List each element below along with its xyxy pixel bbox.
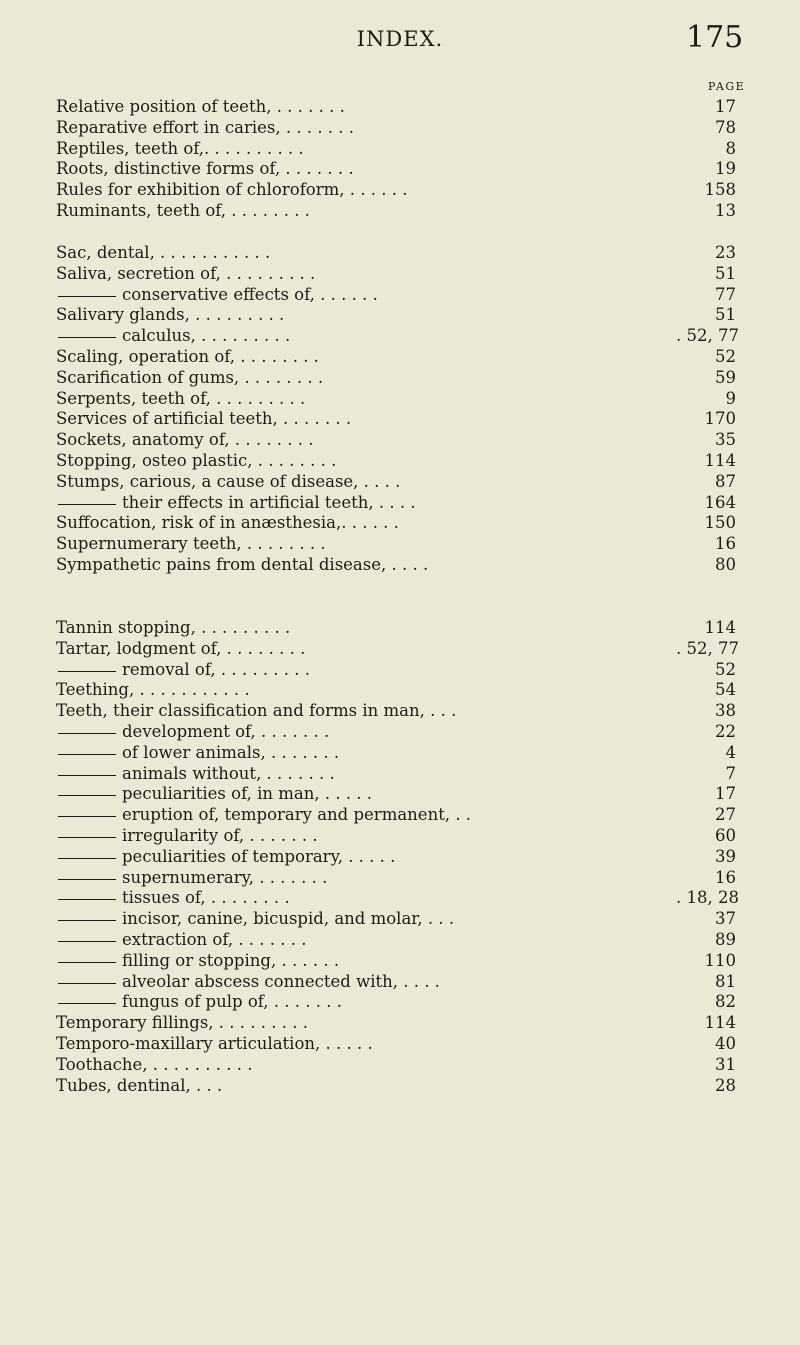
index-subentry (56, 951, 736, 972)
index-entry (56, 201, 736, 222)
entry-page-number: 114 (704, 450, 736, 470)
entry-page-number: 35 (715, 430, 736, 450)
entry-page-number: . 52, 77 (676, 638, 739, 658)
entry-page-number: 89 (715, 929, 736, 949)
entry-page-number: 114 (704, 1013, 736, 1033)
index-entry (56, 1013, 736, 1034)
entry-page-number: 170 (704, 409, 736, 429)
entry-page-number: 13 (715, 200, 736, 220)
entry-page-number: 54 (715, 680, 736, 700)
entry-page-number: 22 (715, 721, 736, 741)
entry-page-number: 37 (715, 909, 736, 929)
entry-term: filling or stopping, . . . . . . (122, 950, 340, 970)
entry-term: Suffocation, risk of in anæsthesia,. . . . . . (56, 513, 399, 533)
index-subentry (56, 326, 739, 347)
index-entry (56, 409, 736, 430)
index-subentry (56, 992, 736, 1013)
entry-page-number: 81 (715, 971, 736, 991)
index-entry (56, 180, 736, 201)
entry-term: Reptiles, teeth of,. . . . . . . . . . (56, 138, 304, 158)
index-entry (56, 472, 736, 493)
entry-page-number: 78 (715, 117, 736, 137)
index-entry (56, 534, 736, 555)
entry-term: animals without, . . . . . . . (122, 763, 335, 783)
entry-term: Reparative effort in caries, . . . . . . . (56, 117, 355, 137)
index-entry (56, 139, 736, 160)
index-entry (56, 264, 736, 285)
entry-page-number: 7 (725, 763, 736, 783)
entry-page-number: 38 (715, 701, 736, 721)
index-subentry (56, 285, 736, 306)
index-entry (56, 305, 736, 326)
index-entry (56, 243, 736, 264)
entry-page-number: 52 (715, 346, 736, 366)
index-subentry (56, 930, 736, 951)
entry-term: Scarification of gums, . . . . . . . . (56, 367, 324, 387)
entry-term: peculiarities of, in man, . . . . . (122, 784, 373, 804)
entry-page-number: 59 (715, 367, 736, 387)
entry-page-number: 23 (715, 243, 736, 262)
entry-term: irregularity of, . . . . . . . (122, 825, 318, 845)
index-entry (56, 701, 736, 722)
index-entry (56, 1034, 736, 1055)
index-subentry (56, 847, 736, 868)
entry-term: removal of, . . . . . . . . . (122, 659, 311, 679)
entry-page-number: 77 (715, 284, 736, 304)
index-entry (56, 451, 736, 472)
index-entry (56, 347, 736, 368)
entry-page-number: 82 (715, 992, 736, 1012)
index-entry (56, 1076, 736, 1097)
entry-page-number: 19 (715, 159, 736, 179)
index-entry (56, 638, 739, 660)
entry-term: Temporary fillings, . . . . . . . . . (56, 1013, 308, 1033)
index-entry (56, 368, 736, 389)
entry-term: Saliva, secretion of, . . . . . . . . . (56, 263, 316, 283)
entry-term: Relative position of teeth, . . . . . . . (56, 97, 345, 116)
entry-term: Salivary glands, . . . . . . . . . (56, 305, 285, 325)
entry-page-number: 8 (725, 138, 736, 158)
index-subentry (56, 972, 736, 993)
entry-term: Tartar, lodgment of, . . . . . . . . (56, 638, 306, 658)
entry-term: incisor, canine, bicuspid, and molar, . . . (122, 909, 455, 929)
entry-page-number: 51 (715, 305, 736, 325)
index-entry (56, 1055, 736, 1076)
index-subentry (56, 909, 736, 930)
entry-term: Services of artificial teeth, . . . . . . . (56, 409, 352, 429)
entry-page-number: 16 (715, 534, 736, 554)
entry-page-number: 31 (715, 1054, 736, 1074)
page-number: 175 (686, 20, 744, 55)
entry-term: Rules for exhibition of chloroform, . . . . . . (56, 180, 408, 200)
index-subentry (56, 743, 736, 764)
entry-term: fungus of pulp of, . . . . . . . (122, 992, 342, 1012)
entry-page-number: 150 (704, 513, 736, 533)
index-subentry (56, 868, 736, 889)
index-entry (56, 389, 736, 410)
entry-page-number: . 18, 28 (676, 888, 739, 908)
entry-term: calculus, . . . . . . . . . (122, 326, 291, 346)
index-subentry (56, 784, 736, 805)
entry-page-number: 51 (715, 263, 736, 283)
entry-page-number: 40 (715, 1033, 736, 1053)
entry-term: Scaling, operation of, . . . . . . . . (56, 346, 319, 366)
index-subentry (56, 826, 736, 847)
entry-page-number: 110 (704, 950, 736, 970)
entry-term: Stumps, carious, a cause of disease, . . . . (56, 471, 401, 491)
entry-term: of lower animals, . . . . . . . (122, 742, 340, 762)
entry-term: conservative effects of, . . . . . . (122, 284, 378, 304)
index-subentry (56, 888, 739, 909)
entry-page-number: 4 (725, 742, 736, 762)
entry-page-number: 52 (715, 659, 736, 679)
entry-term: alveolar abscess connected with, . . . . (122, 971, 440, 991)
entry-page-number: 9 (725, 388, 736, 408)
index-subentry (56, 805, 736, 826)
index-subentry (56, 722, 736, 743)
entry-page-number: 60 (715, 825, 736, 845)
entry-page-number: 28 (715, 1075, 736, 1095)
index-subentry (56, 660, 736, 681)
entry-page-number: 27 (715, 805, 736, 825)
page-header-title: INDEX. (356, 27, 444, 51)
entry-page-number: 16 (715, 867, 736, 887)
entry-term: Tubes, dentinal, . . . (56, 1075, 223, 1095)
index-entry (56, 430, 736, 451)
entry-term: their effects in artificial teeth, . . . . (122, 492, 416, 512)
index-entry (56, 159, 736, 180)
entry-term: Roots, distinctive forms of, . . . . . . . (56, 159, 354, 179)
entry-term: Sockets, anatomy of, . . . . . . . . (56, 430, 314, 450)
entry-page-number: 39 (715, 846, 736, 866)
entry-page-number: 87 (715, 471, 736, 491)
index-entry (56, 118, 736, 139)
entry-term: Toothache, . . . . . . . . . . (56, 1054, 253, 1074)
entry-term: eruption of, temporary and permanent, . . (122, 805, 472, 825)
index-entry (56, 555, 736, 576)
page-column-heading: PAGE (708, 80, 746, 93)
entry-page-number: . 52, 77 (676, 326, 739, 346)
entry-page-number: 17 (715, 97, 736, 116)
entry-term: extraction of, . . . . . . . (122, 929, 307, 949)
entry-page-number: 114 (704, 618, 736, 637)
entry-term: tissues of, . . . . . . . . (122, 888, 290, 908)
index-entry (56, 97, 736, 118)
entry-term: supernumerary, . . . . . . . (122, 867, 328, 887)
index-subentry (56, 493, 736, 514)
entry-page-number: 164 (704, 492, 736, 512)
index-entry (56, 618, 736, 639)
entry-term: Supernumerary teeth, . . . . . . . . (56, 534, 326, 554)
entry-term: Stopping, osteo plastic, . . . . . . . . (56, 450, 337, 470)
entry-page-number: 158 (704, 180, 736, 200)
entry-page-number: 17 (715, 784, 736, 804)
index-entry (56, 513, 736, 534)
index-subentry (56, 764, 736, 785)
entry-term: Serpents, teeth of, . . . . . . . . . (56, 388, 306, 408)
entry-term: Sac, dental, . . . . . . . . . . . (56, 243, 271, 262)
entry-term: Tannin stopping, . . . . . . . . . (56, 618, 291, 637)
entry-term: Teeth, their classification and forms in man, . . . (56, 701, 457, 721)
entry-term: peculiarities of temporary, . . . . . (122, 846, 396, 866)
index-section-s (56, 243, 739, 576)
entry-term: Temporo-maxillary articulation, . . . . . (56, 1033, 373, 1053)
entry-term: Teething, . . . . . . . . . . . (56, 680, 250, 700)
index-section-r (56, 97, 736, 222)
index-entry (56, 680, 736, 701)
index-section-t (56, 618, 739, 1096)
entry-term: Ruminants, teeth of, . . . . . . . . (56, 200, 310, 220)
entry-term: Sympathetic pains from dental disease, . . . . (56, 554, 429, 574)
entry-term: development of, . . . . . . . (122, 721, 330, 741)
entry-page-number: 80 (715, 554, 736, 574)
